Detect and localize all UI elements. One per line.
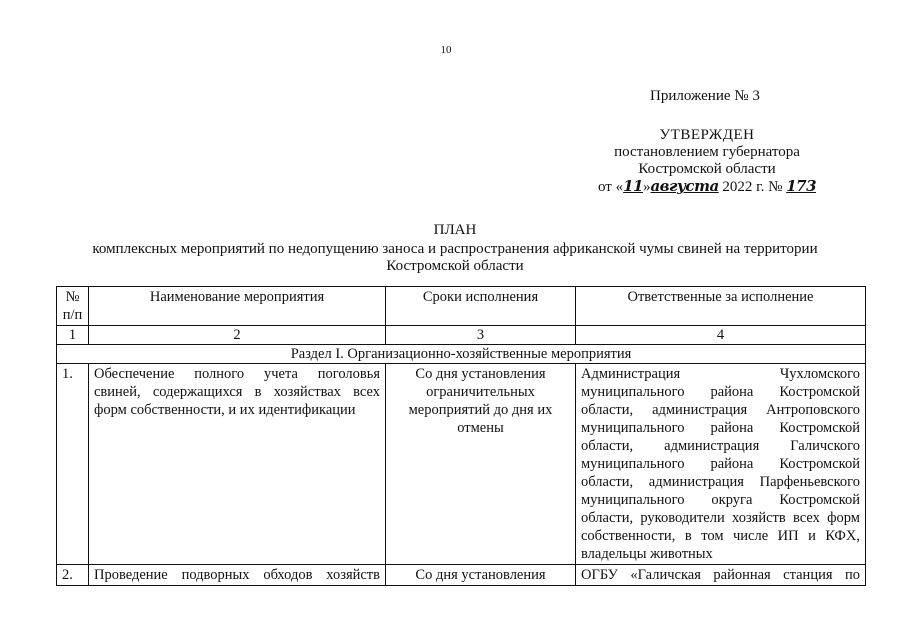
column-index-2: 2 bbox=[89, 326, 386, 345]
plan-subtitle-line2: Костромской области bbox=[386, 258, 524, 274]
approval-line-region: Костромской области bbox=[638, 161, 776, 177]
plan-subtitle-line1: комплексных мероприятий по недопущению заноса и распространения африканской чумы свиней на территории bbox=[92, 241, 818, 257]
plan-table bbox=[56, 286, 866, 586]
table-row bbox=[57, 565, 866, 586]
approval-line-decree: постановлением губернатора bbox=[614, 144, 800, 160]
handwritten-month: августа bbox=[650, 177, 719, 195]
plan-title: ПЛАН bbox=[433, 222, 477, 238]
section-row bbox=[57, 345, 866, 364]
date-quote-close: » bbox=[642, 179, 651, 195]
table-row bbox=[57, 364, 866, 565]
column-index-4: 4 bbox=[576, 326, 866, 345]
row-deadline: Со дня установления ограничительных мероприятий до дня их отмены bbox=[386, 364, 576, 565]
plan-heading bbox=[60, 222, 850, 275]
approval-block bbox=[592, 127, 822, 196]
column-index-1: 1 bbox=[57, 326, 89, 345]
row-responsible: Администрация Чухломского муниципального района Костромской области, администрация Антроповского муниципального района Костромской области, администрация Галичского муниципального района Костромской области, администрация Парфеньевского муниципального округа Костромской области, руководители хозяйств всех форм собственности, в том числе ИП и КФХ, владельцы животных bbox=[576, 364, 866, 565]
row-number: 2. bbox=[57, 565, 89, 586]
table-header-row bbox=[57, 287, 866, 326]
header-deadline: Сроки исполнения bbox=[386, 287, 576, 326]
handwritten-decree-number: 173 bbox=[786, 177, 817, 195]
approved-title: УТВЕРЖДЕН bbox=[659, 127, 755, 143]
header-activity-name: Наименование мероприятия bbox=[89, 287, 386, 326]
row-responsible: ОГБУ «Галичская районная станция по bbox=[576, 565, 866, 586]
column-index-row bbox=[57, 326, 866, 345]
row-activity: Проведение подворных обходов хозяйств bbox=[89, 565, 386, 586]
row-number: 1. bbox=[57, 364, 89, 565]
decree-date-line bbox=[592, 178, 822, 196]
date-prefix: от « bbox=[597, 179, 624, 195]
row-activity: Обеспечение полного учета поголовья свиней, содержащихся в хозяйствах всех форм собственности, и их идентификации bbox=[89, 364, 386, 565]
year-and-number-label: 2022 г. № bbox=[718, 179, 787, 195]
header-responsible: Ответственные за исполнение bbox=[576, 287, 866, 326]
header-number: № п/п bbox=[57, 287, 89, 326]
row-deadline: Со дня установления bbox=[386, 565, 576, 586]
page-number: 10 bbox=[440, 44, 452, 56]
appendix-label: Приложение № 3 bbox=[650, 88, 760, 104]
handwritten-day: 11 bbox=[623, 177, 643, 195]
column-index-3: 3 bbox=[386, 326, 576, 345]
section-title: Раздел I. Организационно-хозяйственные мероприятия bbox=[57, 345, 866, 364]
